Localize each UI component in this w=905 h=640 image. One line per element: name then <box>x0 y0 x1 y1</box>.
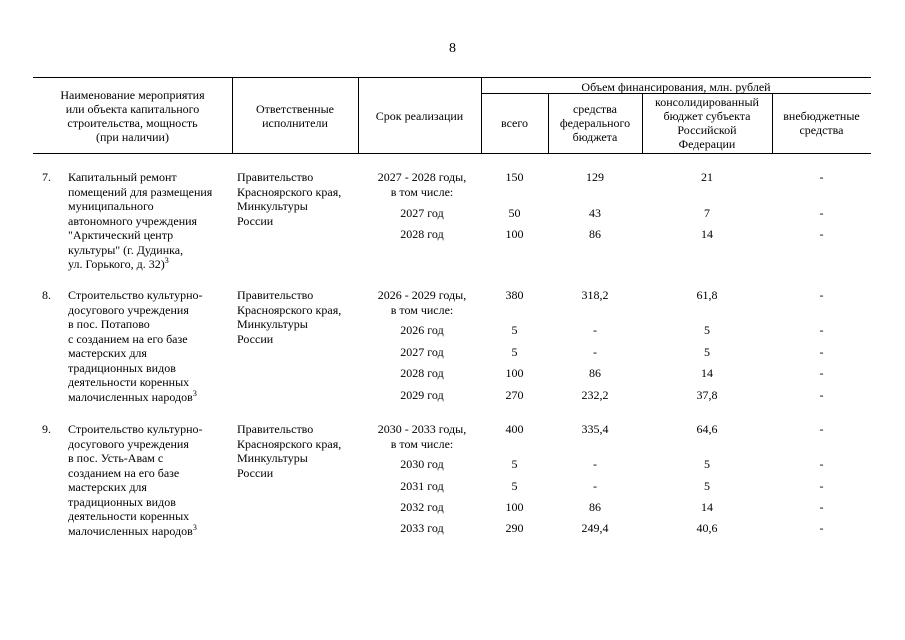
header-executors: Ответственные исполнители <box>256 102 334 130</box>
federal-cell: 232,2 <box>581 388 609 402</box>
total-cell: 380 <box>505 288 524 302</box>
total-cell: 270 <box>505 388 524 402</box>
row-name: Капитальный ремонт помещений для размещения муниципального автономного учреждения "Арктический центр культуры" (г. Дудинка, ул. Горького, д. 32)$^3$ <box>68 170 213 271</box>
regional-cell: 14 <box>701 500 713 514</box>
regional-cell: 14 <box>701 227 713 241</box>
period-cell: 2026 - 2029 годы, в том числе: <box>377 288 467 317</box>
row-number: 7. <box>42 170 51 184</box>
header-regional: консолидированный бюджет субъекта Российской Федерации <box>655 95 759 151</box>
regional-cell: 5 <box>704 457 710 471</box>
total-cell: 5 <box>511 345 518 359</box>
regional-cell: 40,6 <box>696 521 718 535</box>
footnote-mark: 3 <box>164 256 169 265</box>
period-cell: 2029 год <box>400 388 444 402</box>
period-cell: 2033 год <box>400 521 444 535</box>
extrabudget-cell: - <box>819 457 824 471</box>
regional-cell: 61,8 <box>696 288 718 302</box>
header-total: всего <box>500 116 529 130</box>
row-name: Строительство культурно- досугового учреждения в пос. Усть-Авам с созданием на его базе мастерских для традиционных видов деятельности коренных малочисленных народов$^3$ <box>68 422 203 538</box>
period-cell: 2030 - 2033 годы, в том числе: <box>377 422 467 451</box>
row-executors: Правительство Красноярского края, Минкультуры России <box>237 170 342 228</box>
period-cell: 2026 год <box>400 323 444 337</box>
federal-cell: 318,2 <box>581 288 609 302</box>
extrabudget-cell: - <box>819 227 824 241</box>
total-cell: 400 <box>505 422 524 436</box>
federal-cell: 86 <box>589 227 601 241</box>
regional-cell: 5 <box>704 479 710 493</box>
total-cell: 50 <box>508 206 521 220</box>
footnote-mark: 3 <box>192 388 197 398</box>
footnote-mark: 3 <box>192 522 197 532</box>
header-federal: средства федерального бюджета <box>559 102 631 144</box>
federal-cell: 249,4 <box>581 521 609 535</box>
extrabudget-cell: - <box>819 422 824 436</box>
period-cell: 2032 год <box>400 500 444 514</box>
total-cell: 5 <box>511 479 518 493</box>
regional-cell: 14 <box>701 366 713 380</box>
federal-cell: 43 <box>589 206 601 220</box>
header-extrabudget: внебюджетные средства <box>783 109 860 137</box>
extrabudget-cell: - <box>819 288 824 302</box>
header-name: Наименование мероприятия или объекта капитального строительства, мощность (при наличии) <box>60 88 205 144</box>
extrabudget-cell: - <box>819 170 824 184</box>
row-executors: Правительство Красноярского края, Минкультуры России <box>237 288 342 346</box>
period-cell: 2030 год <box>400 457 444 471</box>
total-cell: 5 <box>511 457 518 471</box>
row-name: Строительство культурно- досугового учреждения в пос. Потапово с созданием на его базе мастерских для традиционных видов деятельности коренных малочисленных народов$^3$ <box>68 288 203 404</box>
period-cell: 2027 год <box>400 345 444 359</box>
total-cell: 100 <box>505 500 524 514</box>
extrabudget-cell: - <box>819 479 824 493</box>
header-financing: Объем финансирования, млн. рублей <box>581 80 771 94</box>
row-executors: Правительство Красноярского края, Минкультуры России <box>237 422 342 480</box>
period-cell: 2028 год <box>400 366 444 380</box>
page-number: 8 <box>449 41 456 56</box>
regional-cell: 7 <box>704 206 710 220</box>
total-cell: 100 <box>505 227 524 241</box>
period-cell: 2031 год <box>400 479 444 493</box>
federal-cell: - <box>593 479 597 493</box>
extrabudget-cell: - <box>819 323 824 337</box>
period-cell: 2027 - 2028 годы, в том числе: <box>377 170 467 199</box>
regional-cell: 5 <box>704 323 710 337</box>
federal-cell: 129 <box>586 170 604 184</box>
total-cell: 5 <box>511 323 518 337</box>
extrabudget-cell: - <box>819 521 824 535</box>
row-number: 8. <box>42 288 51 302</box>
total-cell: 100 <box>505 366 524 380</box>
regional-cell: 5 <box>704 345 710 359</box>
regional-cell: 37,8 <box>696 388 718 402</box>
federal-cell: - <box>593 457 597 471</box>
total-cell: 150 <box>505 170 524 184</box>
table-header-bottom-rule <box>33 153 871 154</box>
federal-cell: 335,4 <box>581 422 609 436</box>
federal-cell: - <box>593 323 597 337</box>
period-cell: 2028 год <box>400 227 444 241</box>
header-period: Срок реализации <box>375 109 464 123</box>
period-cell: 2027 год <box>400 206 444 220</box>
row-number: 9. <box>42 422 51 436</box>
extrabudget-cell: - <box>819 500 824 514</box>
total-cell: 290 <box>505 521 524 535</box>
extrabudget-cell: - <box>819 206 824 220</box>
federal-cell: 86 <box>589 500 601 514</box>
extrabudget-cell: - <box>819 345 824 359</box>
extrabudget-cell: - <box>819 366 824 380</box>
federal-cell: 86 <box>589 366 601 380</box>
table-top-rule <box>33 77 871 78</box>
federal-cell: - <box>593 345 597 359</box>
extrabudget-cell: - <box>819 388 824 402</box>
regional-cell: 21 <box>701 170 713 184</box>
regional-cell: 64,6 <box>696 422 718 436</box>
